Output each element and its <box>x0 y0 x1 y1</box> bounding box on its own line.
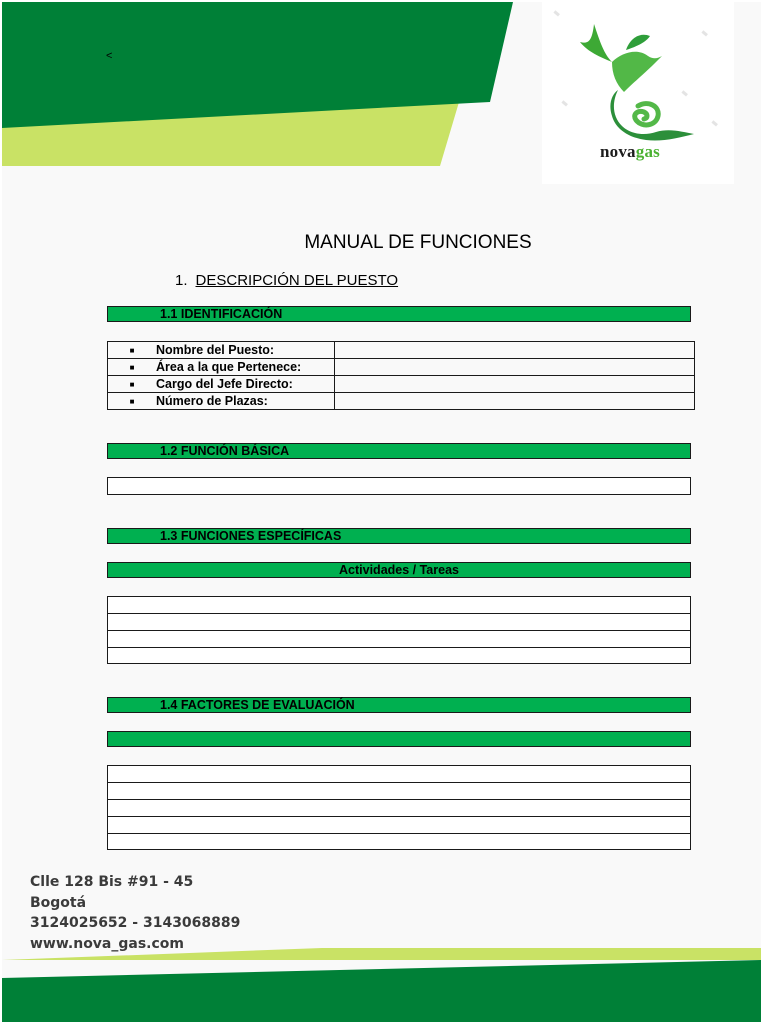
company-logo <box>542 2 734 184</box>
footer-dark-green-band <box>2 960 761 1022</box>
table-label-cell <box>108 376 335 393</box>
document-title: MANUAL DE FUNCIONES <box>304 232 532 253</box>
bullet-icon: ■ <box>129 396 135 406</box>
logo-brand-gas: gas <box>635 142 660 161</box>
actividades-heading-bar <box>107 562 691 578</box>
area-field[interactable] <box>335 359 695 376</box>
header-symbol: < <box>106 50 113 62</box>
section-1-title: DESCRIPCIÓN DEL PUESTO <box>195 272 399 289</box>
actividad-row[interactable] <box>107 630 691 647</box>
actividad-row[interactable] <box>107 647 691 664</box>
logo-wordmark <box>600 142 660 162</box>
actividades-heading: Actividades / Tareas <box>339 563 459 577</box>
row-label: Cargo del Jefe Directo: <box>156 376 293 391</box>
factores-heading: 1.4 FACTORES DE EVALUACIÓN <box>160 698 355 712</box>
actividad-row[interactable] <box>107 613 691 630</box>
footer-phones: 3124025652 - 3143068889 <box>30 915 241 931</box>
table-row <box>108 359 695 376</box>
section-1-heading <box>175 272 398 289</box>
factor-row[interactable] <box>107 816 691 833</box>
identificacion-heading-bar <box>107 306 691 322</box>
bullet-icon: ■ <box>129 379 135 389</box>
table-row <box>108 393 695 410</box>
table-label-cell <box>108 393 335 410</box>
table-label-cell <box>108 359 335 376</box>
factores-subheading-bar <box>107 731 691 747</box>
document-page <box>2 2 761 1022</box>
factor-row[interactable] <box>107 782 691 799</box>
row-label: Nombre del Puesto: <box>156 342 275 357</box>
row-label: Área a la que Pertenece: <box>156 359 302 374</box>
row-label: Número de Plazas: <box>156 393 268 408</box>
funcion-basica-heading: 1.2 FUNCIÓN BÁSICA <box>160 444 290 458</box>
funciones-especificas-heading-bar <box>107 528 691 544</box>
factor-row[interactable] <box>107 765 691 782</box>
funciones-especificas-heading: 1.3 FUNCIONES ESPECÍFICAS <box>160 529 342 543</box>
identificacion-table <box>107 341 695 410</box>
actividad-row[interactable] <box>107 596 691 613</box>
logo-brand-nova: nova <box>600 142 636 161</box>
funcion-basica-field[interactable] <box>107 477 691 495</box>
table-label-cell <box>108 342 335 359</box>
footer-city: Bogotá <box>30 894 87 911</box>
cargo-jefe-field[interactable] <box>335 376 695 393</box>
factores-list <box>107 765 691 850</box>
table-row <box>108 342 695 359</box>
funcion-basica-heading-bar <box>107 443 691 459</box>
footer-website[interactable]: www.nova_gas.com <box>30 935 185 952</box>
factor-row[interactable] <box>107 799 691 816</box>
nombre-puesto-field[interactable] <box>335 342 695 359</box>
footer-address: Clle 128 Bis #91 - 45 <box>30 874 194 890</box>
factores-heading-bar <box>107 697 691 713</box>
footer-contact <box>30 872 240 954</box>
bullet-icon: ■ <box>129 362 135 372</box>
section-1-number: 1. <box>175 272 188 289</box>
numero-plazas-field[interactable] <box>335 393 695 410</box>
factor-row[interactable] <box>107 833 691 850</box>
bullet-icon: ■ <box>129 345 135 355</box>
identificacion-heading: 1.1 IDENTIFICACIÓN <box>160 307 283 321</box>
table-row <box>108 376 695 393</box>
actividades-list <box>107 596 691 664</box>
